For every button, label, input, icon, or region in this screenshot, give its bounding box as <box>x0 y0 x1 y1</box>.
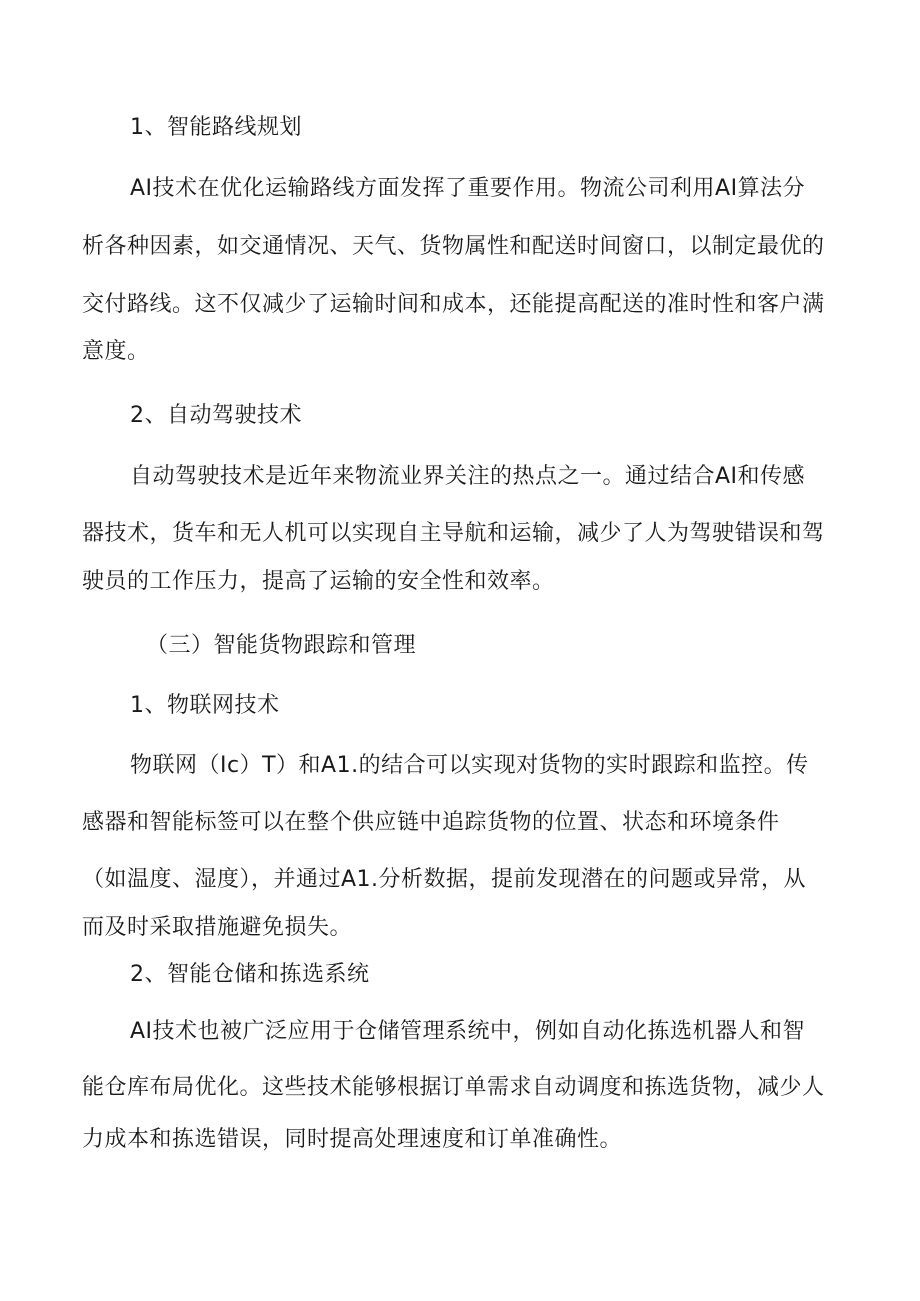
paragraph-line: 析各种因素，如交通情况、天气、货物属性和配送时间窗口，以制定最优的 <box>82 234 825 259</box>
paragraph-line: 而及时采取措施避免损失。 <box>82 915 353 940</box>
heading-route-planning: 1、智能路线规划 <box>130 115 302 140</box>
paragraph-line: 自动驾驶技术是近年来物流业界关注的热点之一。通过结合AI和传感 <box>130 464 806 489</box>
paragraph-line: 能仓库布局优化。这些技术能够根据订单需求自动调度和拣选货物，减少人 <box>82 1075 825 1100</box>
paragraph-line: AI技术也被广泛应用于仓储管理系统中，例如自动化拣选机器人和智 <box>130 1019 806 1044</box>
paragraph-line: 意度。 <box>82 339 150 364</box>
heading-smart-warehouse: 2、智能仓储和拣选系统 <box>130 962 370 987</box>
paragraph-line: AI技术在优化运输路线方面发挥了重要作用。物流公司利用AI算法分 <box>130 176 806 201</box>
section-heading-tracking: （三）智能货物跟踪和管理 <box>146 633 417 658</box>
paragraph-line: 感器和智能标签可以在整个供应链中追踪货物的位置、状态和环境条件 <box>82 810 780 835</box>
paragraph-line: 力成本和拣选错误，同时提高处理速度和订单准确性。 <box>82 1127 623 1152</box>
paragraph-line: 物联网（Ic）T）和A1.的结合可以实现对货物的实时跟踪和监控。传 <box>130 753 809 778</box>
heading-autonomous-driving: 2、自动驾驶技术 <box>130 403 302 428</box>
paragraph-line: 器技术，货车和无人机可以实现自主导航和运输，减少了人为驾驶错误和驾 <box>82 521 825 546</box>
heading-iot: 1、物联网技术 <box>130 693 280 718</box>
paragraph-line: 交付路线。这不仅减少了运输时间和成本，还能提高配送的准时性和客户满 <box>82 292 825 317</box>
paragraph-line: （如温度、湿度），并通过A1.分析数据，提前发现潜在的问题或异常，从 <box>82 867 807 892</box>
paragraph-line: 驶员的工作压力，提高了运输的安全性和效率。 <box>82 569 555 594</box>
